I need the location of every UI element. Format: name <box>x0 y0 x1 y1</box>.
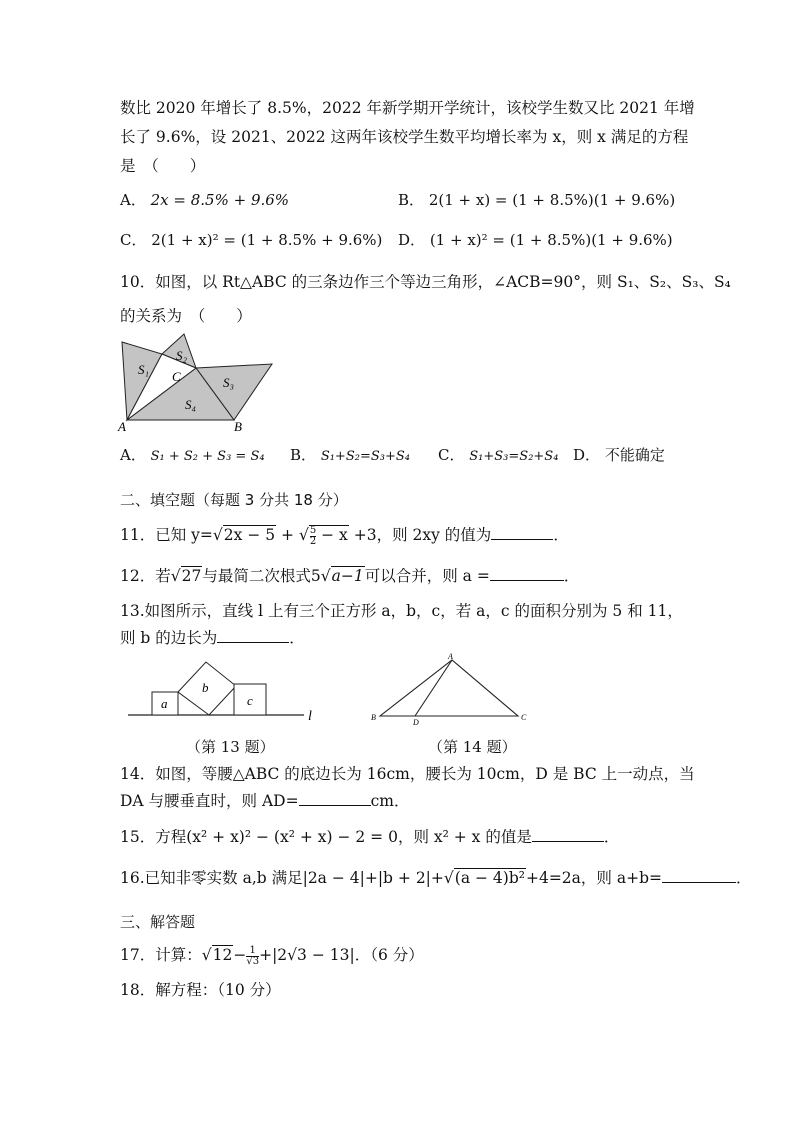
option-label: D． <box>398 231 426 249</box>
option-label: C． <box>120 231 147 249</box>
option-label: B． <box>290 446 317 464</box>
option-label: A． <box>120 191 146 209</box>
q17-rest: +|2√3 − 13|．（6 分） <box>259 946 424 964</box>
caption-14: （第 14 题） <box>428 738 517 756</box>
q10-line-2: 的关系为 （ ） <box>120 307 252 325</box>
q12-answer-blank[interactable] <box>490 565 564 581</box>
option-text: 2(1 + x) = (1 + 8.5%)(1 + 9.6%) <box>428 191 676 209</box>
q16-prefix: 16.已知非零实数 a,b 满足|2a − 4|+|b + 2|+ <box>120 869 444 887</box>
q9-option-d <box>398 230 673 250</box>
q16: 16.已知非零实数 a,b 满足|2a − 4|+|b + 2|+√(a − 4)b²+4=2a，则 a+b= ． <box>120 869 752 887</box>
q9-option-b <box>398 190 675 210</box>
q11-prefix: 11．已知 y= <box>120 526 213 544</box>
q16-post: +4=2a，则 a+b= <box>525 869 662 887</box>
q14-answer-blank[interactable] <box>299 790 371 806</box>
q17: 17．计算：√12− $\frac{1}{√3}$ +|2√3 − 13|．（6 分） <box>120 944 424 967</box>
q11: 11．已知 y=√2x − 5 + √ $\frac{5}{2}$ − x +3，则 2xy 的值为 ． <box>120 524 569 547</box>
q15-end: ． <box>603 828 620 846</box>
q9-option-a <box>120 190 289 210</box>
q15-text: 15．方程(x² + x)² − (x² + x) − 2 = 0，则 x² + x 的值是 <box>120 828 532 846</box>
option-text: 2(1 + x)² = (1 + 8.5% + 9.6%) <box>151 231 383 249</box>
q15 <box>120 826 619 847</box>
label-s1: S₁ <box>138 362 150 377</box>
label-s4: S₄ <box>185 397 197 412</box>
q18: 18．解方程：（10 分） <box>120 981 281 999</box>
label-c: c <box>247 693 253 708</box>
label-c: C <box>521 713 527 722</box>
q10-option-d <box>573 445 665 465</box>
q9-line-2: 长了 9.6%，设 2021、2022 这两年该校学生数平均增长率为 x，则 x 满足的方程 <box>120 128 689 146</box>
q13-text: 则 b 的边长为 <box>120 629 218 647</box>
q12: 12．若√27与最简二次根式5√a−1可以合并，则 a = ． <box>120 567 580 585</box>
q10-option-a <box>120 445 265 467</box>
q16-answer-blank[interactable] <box>662 867 736 883</box>
label-b: b <box>202 680 209 695</box>
option-text: 2x = 8.5% + 9.6% <box>150 191 290 209</box>
option-text: (1 + x)² = (1 + 8.5%)(1 + 9.6%) <box>429 231 673 249</box>
option-label: D． <box>573 446 601 464</box>
q9-line-3: 是 （ ） <box>120 157 206 175</box>
q14-line-1: 14．如图，等腰△ABC 的底边长为 16cm，腰长为 10cm，D 是 BC 上一动点，当 <box>120 765 695 783</box>
q14-text: DA 与腰垂直时，则 AD= <box>120 792 299 810</box>
q13-end: ． <box>289 629 305 647</box>
q11-end: ． <box>553 526 569 544</box>
label-s2: S₂ <box>176 348 188 363</box>
label-d: D <box>413 718 419 727</box>
triangle-abc <box>380 660 518 716</box>
segment-ad <box>415 660 452 716</box>
q12-radicand-1: 27 <box>181 567 202 585</box>
q13-figure <box>126 652 326 726</box>
q16-end: ． <box>735 869 752 887</box>
label-a: A <box>118 419 126 432</box>
option-text: 不能确定 <box>604 446 665 464</box>
option-label: C． <box>438 446 465 464</box>
q10-option-b <box>290 445 410 467</box>
q17-fraction <box>246 946 259 967</box>
label-a: A <box>448 652 453 661</box>
q12-coef: 5 <box>310 567 321 585</box>
option-text: S₁ + S₂ + S₃ = S₄ <box>150 449 265 464</box>
q12-end: ． <box>563 567 580 585</box>
q17-minus: − <box>233 946 247 964</box>
q10-option-c <box>438 445 558 467</box>
q17-prefix: 17．计算： <box>120 946 202 964</box>
section-2-heading: 二、填空题（每题 3 分共 18 分） <box>120 491 348 509</box>
option-label: A． <box>120 446 146 464</box>
q14-end: cm． <box>370 792 410 810</box>
q12-post: 可以合并，则 a = <box>364 567 490 585</box>
label-c: C <box>172 369 181 384</box>
q11-root-1: √2x − 5 <box>212 526 276 544</box>
q12-prefix: 12．若 <box>120 567 171 585</box>
q12-middle: 与最简二次根式 <box>202 567 311 585</box>
q11-root-2: √ $\frac{5}{2}$ − x <box>298 524 348 547</box>
caption-13: （第 13 题） <box>186 738 275 756</box>
q17-numerator: 1 <box>246 946 259 957</box>
option-text: S₁+S₂=S₃+S₄ <box>320 449 410 464</box>
q13-line-2 <box>120 627 305 648</box>
q16-radicand: (a − 4)b² <box>454 869 525 887</box>
section-3-heading: 三、解答题 <box>120 913 196 931</box>
label-b: B <box>371 713 376 722</box>
q14-line-2 <box>120 790 409 811</box>
q9-option-c <box>120 230 382 250</box>
q12-radicand-2: a−1 <box>331 567 364 585</box>
label-b: B <box>234 419 242 432</box>
option-label: B． <box>398 191 425 209</box>
option-text: S₁+S₃=S₂+S₄ <box>469 449 559 464</box>
q17-radicand: 12 <box>212 946 233 964</box>
q15-answer-blank[interactable] <box>532 826 604 842</box>
label-a: a <box>161 696 168 711</box>
q14-figure <box>368 650 534 728</box>
q17-denominator: √3 <box>246 955 260 967</box>
label-l: l <box>308 709 312 724</box>
q9-line-1: 数比 2020 年增长了 8.5%，2022 年新学期开学统计，该校学生数又比 2021 年增 <box>120 99 695 117</box>
q10-figure <box>116 332 278 432</box>
q13-answer-blank[interactable] <box>217 627 289 643</box>
q10-line-1: 10．如图，以 Rt△ABC 的三条边作三个等边三角形，∠ACB=90°，则 S₁、S₂、S₃、S₄ <box>120 273 731 291</box>
q11-answer-blank[interactable] <box>491 524 553 540</box>
q13-line-1: 13.如图所示，直线 l 上有三个正方形 a，b，c，若 a，c 的面积分别为 5 和 11， <box>120 602 683 620</box>
label-s3: S₃ <box>223 375 235 390</box>
q11-middle: ，则 2xy 的值为 <box>376 526 492 544</box>
